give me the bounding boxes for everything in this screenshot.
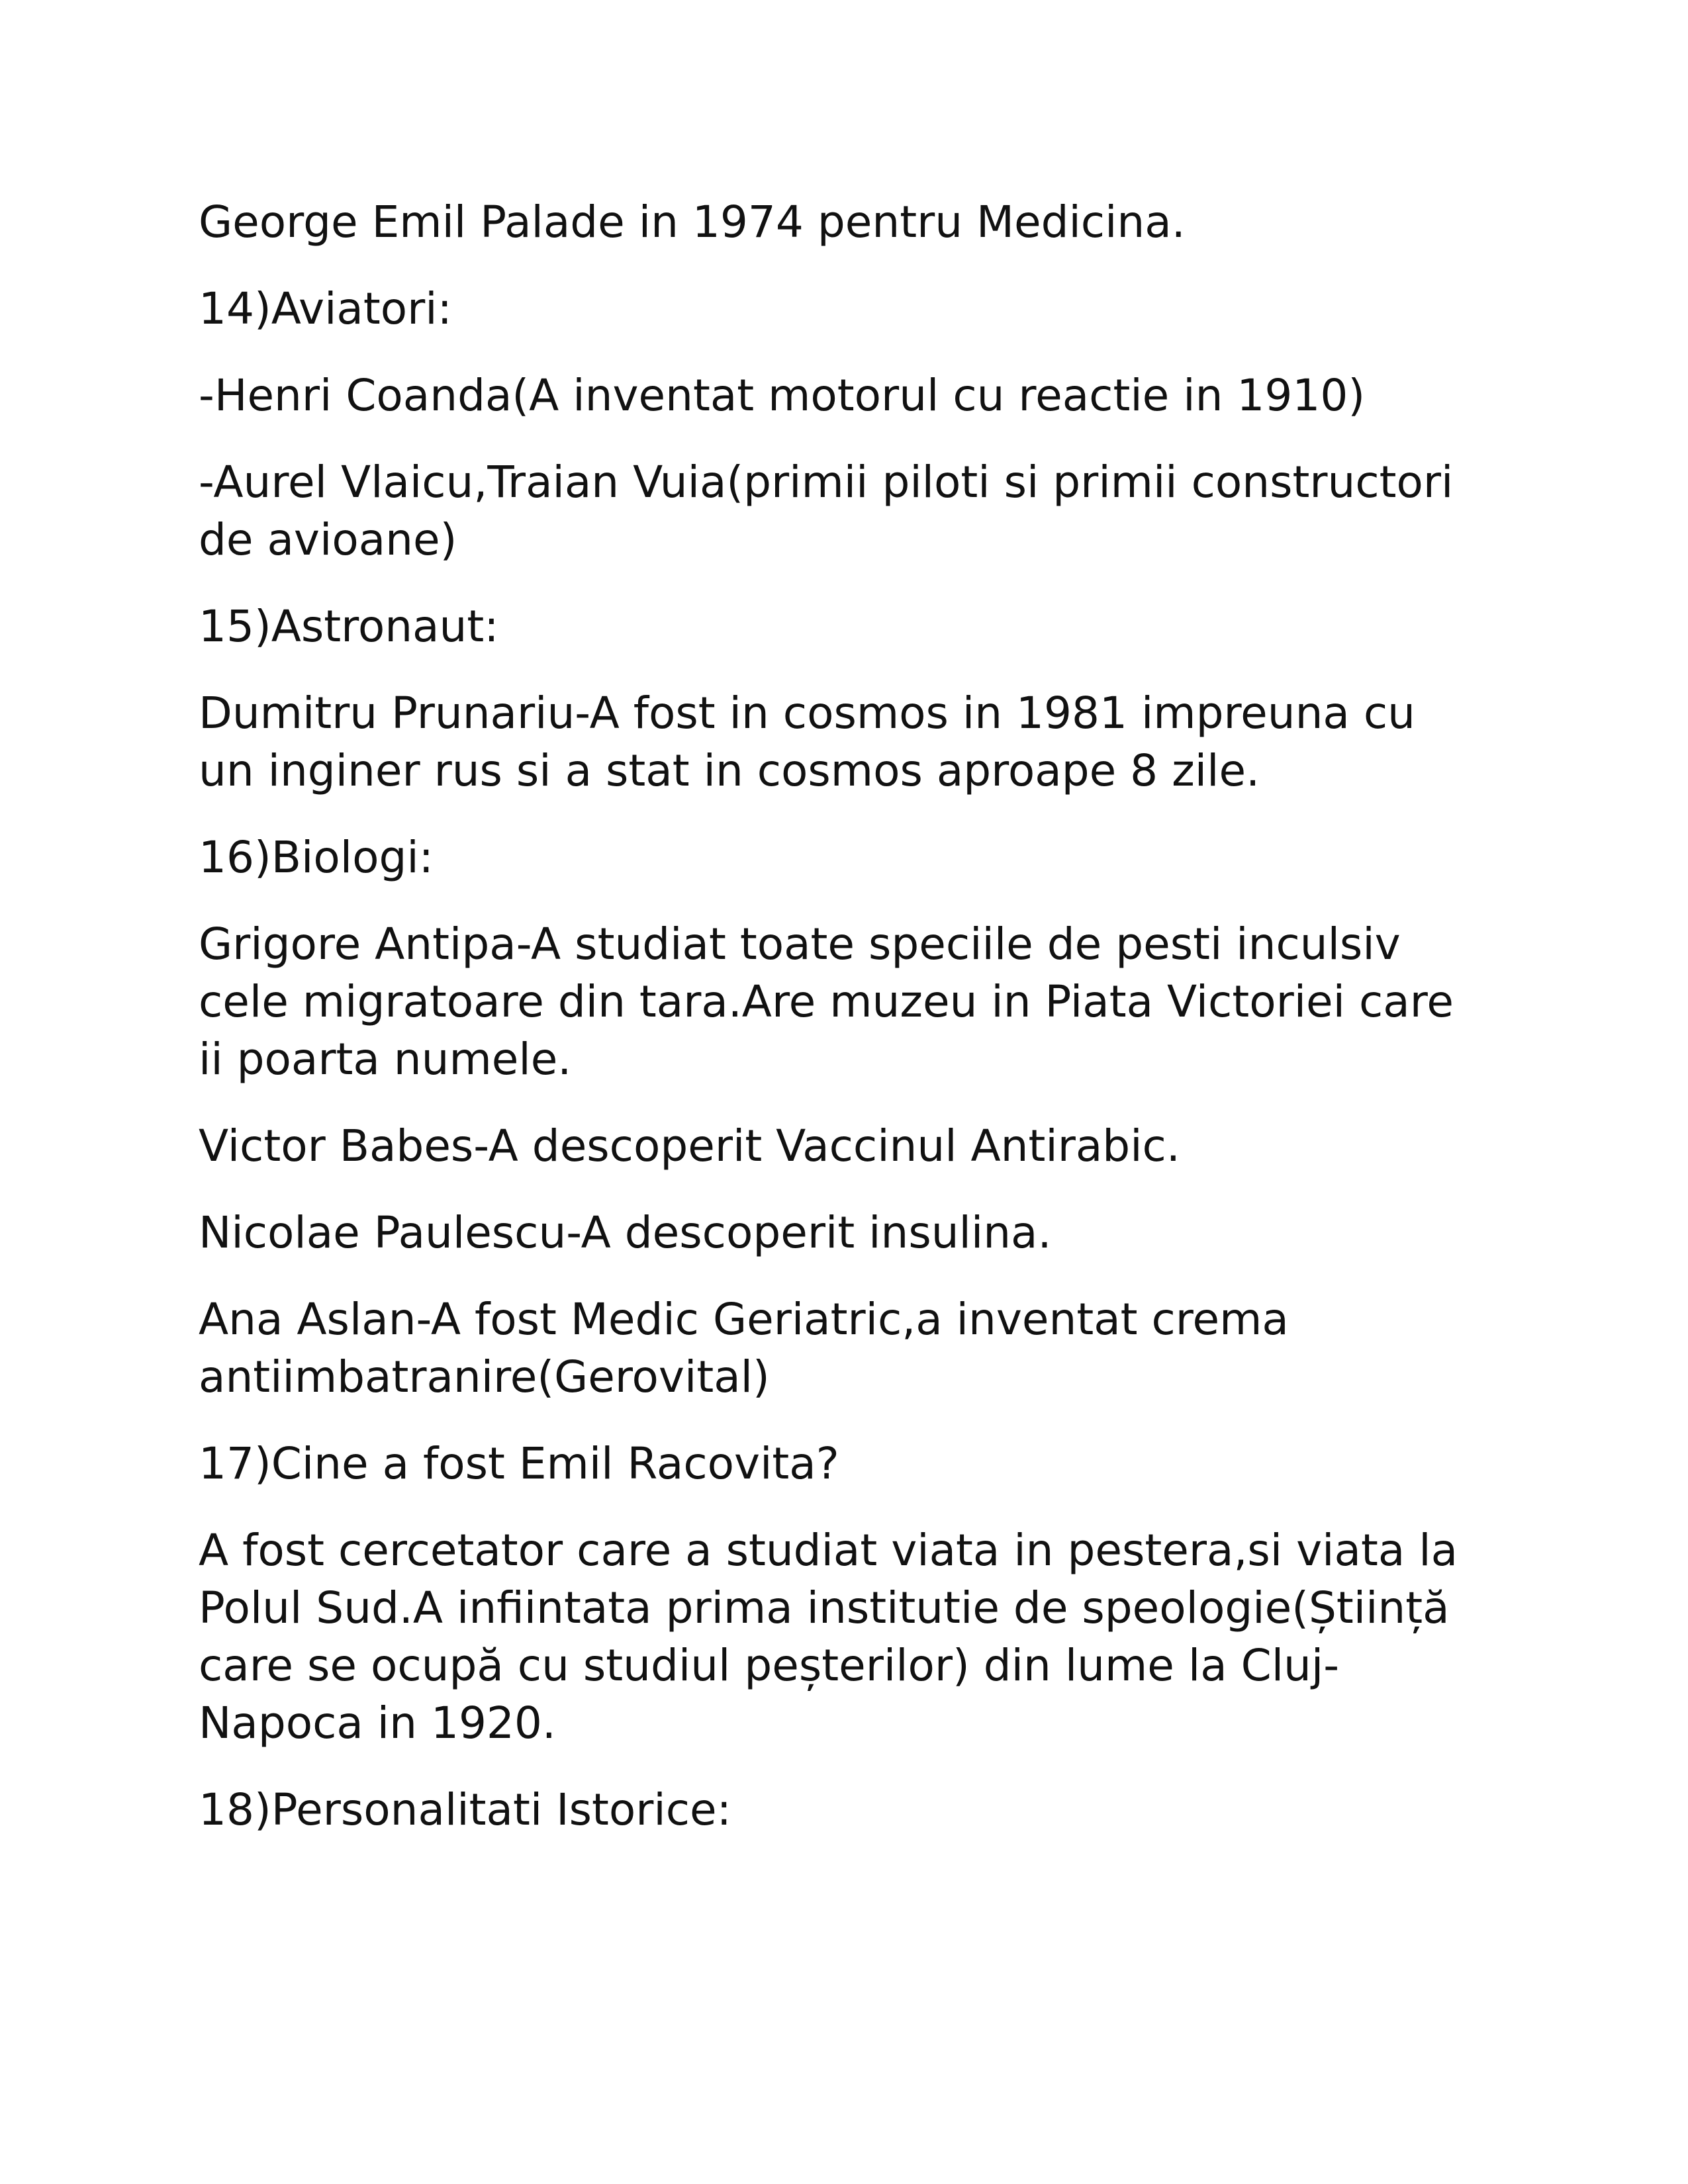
- text-line: -Aurel Vlaicu,Traian Vuia(primii piloti si primii constructori: [199, 457, 1454, 508]
- text-line: 18)Personalitati Istorice:: [199, 1784, 731, 1835]
- text-line: un inginer rus si a stat in cosmos aproape 8 zile.: [199, 745, 1260, 796]
- text-line: 15)Astronaut:: [199, 601, 499, 652]
- paragraph-coanda: [199, 367, 1496, 424]
- text-line: Dumitru Prunariu-A fost in cosmos in 1981 impreuna cu: [199, 688, 1415, 739]
- paragraph-racovita: [199, 1522, 1496, 1752]
- text-line: Grigore Antipa-A studiat toate speciile de pesti inculsiv: [199, 919, 1401, 970]
- text-line: de avioane): [199, 514, 457, 565]
- text-line: Ana Aslan-A fost Medic Geriatric,a inventat crema: [199, 1294, 1289, 1345]
- heading-astronaut: [199, 598, 1496, 655]
- text-line: cele migratoare din tara.Are muzeu in Piata Victoriei care: [199, 976, 1454, 1027]
- text-line: -Henri Coanda(A inventat motorul cu reactie in 1910): [199, 370, 1366, 421]
- text-line: Nicolae Paulescu-A descoperit insulina.: [199, 1207, 1052, 1258]
- text-line: 16)Biologi:: [199, 832, 434, 883]
- text-line: 17)Cine a fost Emil Racovita?: [199, 1438, 839, 1489]
- paragraph-paulescu: [199, 1204, 1496, 1261]
- text-line: Napoca in 1920.: [199, 1698, 556, 1749]
- heading-biologi: [199, 829, 1496, 886]
- paragraph-prunariu: [199, 684, 1496, 799]
- text-line: ii poarta numele.: [199, 1034, 572, 1085]
- text-line: A fost cercetator care a studiat viata in pestera,si viata la: [199, 1525, 1458, 1576]
- heading-racovita-question: [199, 1435, 1496, 1492]
- heading-aviatori: [199, 280, 1496, 338]
- text-line: 14)Aviatori:: [199, 283, 452, 334]
- text-line: Polul Sud.A infiintata prima institutie de speologie(Știință: [199, 1582, 1450, 1633]
- paragraph-aslan: [199, 1291, 1496, 1406]
- text-line: care se ocupă cu studiul peșterilor) din lume la Cluj-: [199, 1640, 1340, 1691]
- document-page: [199, 193, 1496, 1868]
- paragraph-antipa: [199, 915, 1496, 1088]
- text-line: George Emil Palade in 1974 pentru Medicina.: [199, 197, 1186, 248]
- text-line: Victor Babes-A descoperit Vaccinul Antirabic.: [199, 1120, 1180, 1171]
- paragraph-palade: [199, 193, 1496, 251]
- heading-personalitati-istorice: [199, 1781, 1496, 1839]
- text-line: antiimbatranire(Gerovital): [199, 1351, 770, 1402]
- paragraph-babes: [199, 1117, 1496, 1175]
- paragraph-vlaicu-vuia: [199, 453, 1496, 569]
